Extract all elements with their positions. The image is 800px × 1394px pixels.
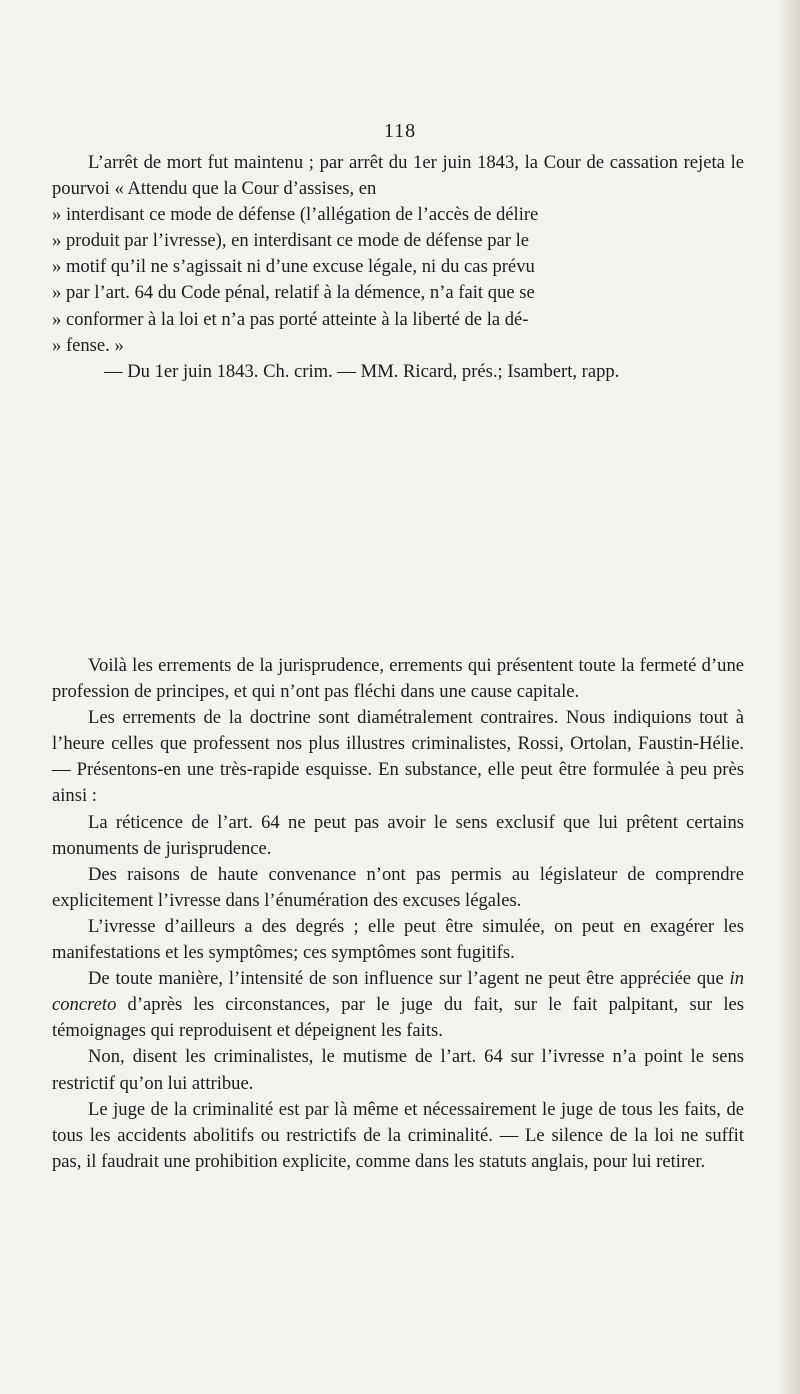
quote-line: » interdisant ce mode de défense (l’allégation de l’accès de délire <box>52 204 539 226</box>
paragraph: La réticence de l’art. 64 ne peut pas avoir le sens exclusif que lui prêtent certains monuments de jurisprudence. <box>52 811 744 859</box>
decision-intro: L’arrêt de mort fut maintenu ; par arrêt du 1er juin 1843, la Cour de cassation rejeta le pourvoi « Attendu que la Cour d’assises, en <box>52 152 744 200</box>
page-number: 118 <box>383 120 417 142</box>
doctrine-section <box>52 653 744 1175</box>
decision-section <box>52 150 744 385</box>
quote-line: » conformer à la loi et n’a pas porté atteinte à la liberté de la dé- <box>52 308 529 330</box>
decision-citation: — Du 1er juin 1843. Ch. crim. — MM. Ricard, prés.; Isambert, rapp. <box>104 360 620 382</box>
paragraph-text: De toute manière, l’intensité de son influence sur l’agent ne peut être appréciée que <box>88 968 730 990</box>
quote-line: » par l’art. 64 du Code pénal, relatif à la démence, n’a fait que se <box>52 282 535 304</box>
page-edge-shadow <box>778 0 800 1394</box>
paragraph: Le juge de la criminalité est par là même et nécessairement le juge de tous les faits, de tous les accidents abolitifs ou restrictifs de la criminalité. — Le silence de la loi ne suffit pas, il faudrait une prohibition explicite, comme dans les statuts anglais, pour lui retirer. <box>52 1098 744 1172</box>
italic-term: in concreto <box>52 968 744 1016</box>
paragraph: Non, disent les criminalistes, le mutisme de l’art. 64 sur l’ivresse n’a point le sens restrictif qu’on lui attribue. <box>52 1046 744 1094</box>
decision-quote <box>52 202 744 359</box>
quote-line: » produit par l’ivresse), en interdisant ce mode de défense par le <box>52 230 530 252</box>
paragraph-in-concreto <box>52 966 744 1044</box>
quote-line: » fense. » <box>52 334 124 356</box>
quote-line: » motif qu’il ne s’agissait ni d’une excuse légale, ni du cas prévu <box>52 256 535 278</box>
paragraph: Voilà les errements de la jurisprudence, errements qui présentent toute la fermeté d’une profession de principes, et qui n’ont pas fléchi dans une cause capitale. <box>52 655 744 703</box>
paragraph: Les errements de la doctrine sont diamétralement contraires. Nous indiquions tout à l’heure celles que professent nos plus illustres criminalistes, Rossi, Ortolan, Faustin-Hélie. — Présentons-en une très-rapide esquisse. En substance, elle peut être formulée à peu près ainsi : <box>52 707 744 807</box>
paragraph: L’ivresse d’ailleurs a des degrés ; elle peut être simulée, on peut en exagérer les manifestations et les symptômes; ces symptômes sont fugitifs. <box>52 915 744 964</box>
paragraph: Des raisons de haute convenance n’ont pas permis au législateur de comprendre explicitement l’ivresse dans l’énumération des excuses légales. <box>52 863 744 911</box>
paragraph-text: d’après les circonstances, par le juge du fait, sur le fait palpitant, sur les témoignages qui reproduisent et dépeignent les faits. <box>52 994 744 1042</box>
